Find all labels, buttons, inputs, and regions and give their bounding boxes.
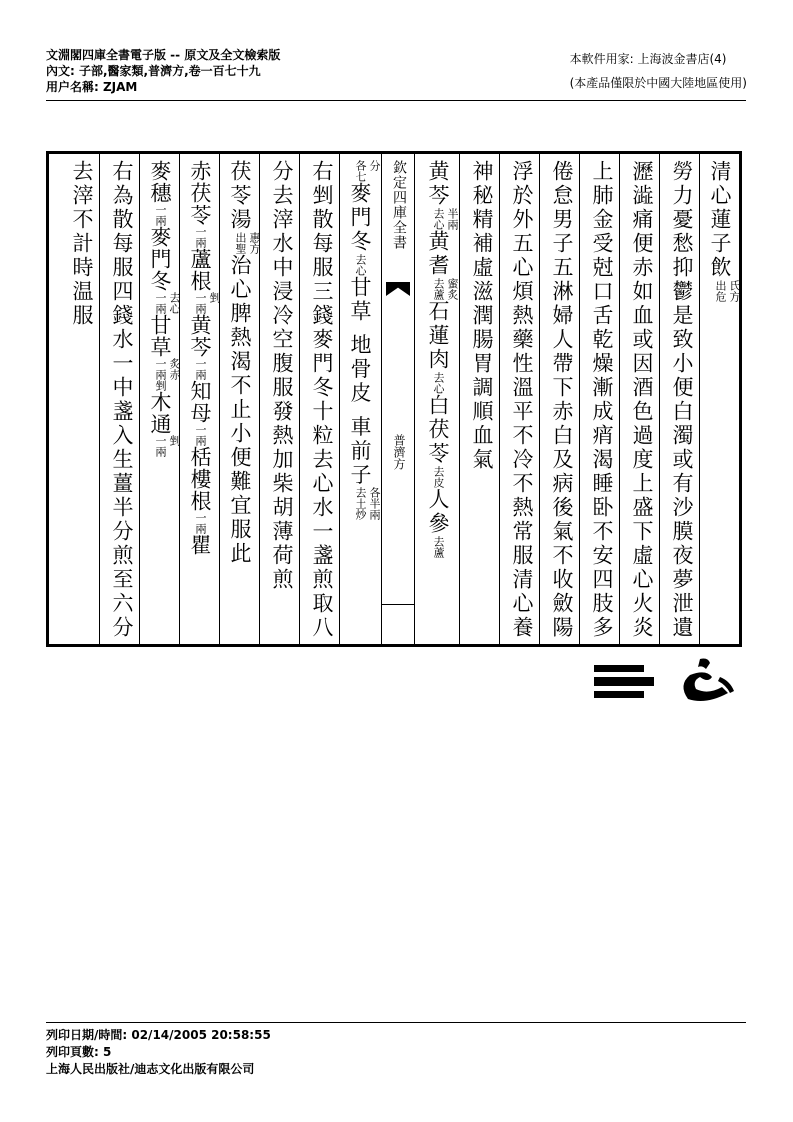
text-column-16: 去滓不計時温服 bbox=[70, 160, 94, 328]
header-left bbox=[46, 47, 280, 95]
header-username: 用户名稱: ZJAM bbox=[46, 80, 138, 94]
center-title: 欽定四庫全書 bbox=[391, 160, 407, 250]
text-column-8: 黄芩半兩 去心黄耆蜜炙 去蘆石蓮肉去心白茯苓去皮人參去蘆 bbox=[426, 160, 459, 558]
text-column-2: 勞力憂愁抑鬱是致小便白濁或有沙膜夜夢泄遺 bbox=[670, 160, 694, 640]
header-restriction: (本產品僅限於中國大陸地區使用) bbox=[569, 76, 747, 90]
text-column-9: 分 各七麥門冬去心甘草 地骨皮 車前子各半兩 去土炒 bbox=[348, 160, 381, 521]
page-frame bbox=[46, 151, 742, 647]
text-column-10: 右剉散每服三錢麥門冬十粒去心水一盞煎取八 bbox=[310, 160, 334, 640]
text-column-15: 右為散每服四錢水一中盞入生薑半分煎至六分 bbox=[110, 160, 134, 640]
text-column-12: 茯苓湯惠方 出聖治心脾熱渴不止小便難宜服此 bbox=[228, 160, 261, 566]
header-section: 內文: 子部,醫家類,普濟方,卷一百七十九 bbox=[46, 64, 261, 78]
print-datetime: 列印日期/時間: 02/14/2005 20:58:55 bbox=[46, 1028, 271, 1042]
footer-divider bbox=[46, 1022, 746, 1023]
center-book-name: 普濟方 bbox=[392, 434, 406, 470]
header-title: 文淵閣四庫全書電子版 -- 原文及全文檢索版 bbox=[46, 48, 281, 62]
print-pages: 列印頁數: 5 bbox=[46, 1045, 112, 1059]
publisher-logo-icon bbox=[590, 655, 745, 705]
text-column-11: 分去滓水中浸冷空腹服發熱加柴胡薄荷煎 bbox=[270, 160, 294, 592]
text-column-7: 神秘精補虛滋潤腸胃調順血氣 bbox=[470, 160, 494, 472]
fish-tail-mark bbox=[386, 282, 410, 296]
header-divider bbox=[46, 100, 746, 101]
text-column-6: 浮於外五心煩熱藥性溫平不冷不熱常服清心養 bbox=[510, 160, 534, 640]
publisher-name: 上海人民出版社/迪志文化出版有限公司 bbox=[46, 1062, 255, 1076]
footer bbox=[46, 1027, 271, 1078]
center-column bbox=[381, 154, 415, 644]
header-user-label: 本軟件用家: 上海波金書店(4) bbox=[569, 52, 727, 66]
text-column-14: 麥穗一兩麥門冬去心 一兩甘草炙赤 一兩剉木通剉 一兩 bbox=[148, 160, 181, 457]
text-column-4: 上肺金受尅口舌乾燥漸成痟渴睡卧不安四肢多 bbox=[590, 160, 614, 640]
text-column-1: 清心蓮子飲氏方 出危 bbox=[708, 160, 741, 302]
text-column-5: 倦怠男子五淋婦人帶下赤白及病後氣不收斂陽 bbox=[550, 160, 574, 640]
header-right bbox=[570, 47, 747, 95]
text-column-13: 赤茯苓一兩蘆根剉 一兩黄芩一兩知母一兩栝樓根一兩瞿 bbox=[188, 160, 221, 556]
text-column-3: 瀝澁痛便赤如血或因酒色過度上盛下虛心火炎 bbox=[630, 160, 654, 640]
